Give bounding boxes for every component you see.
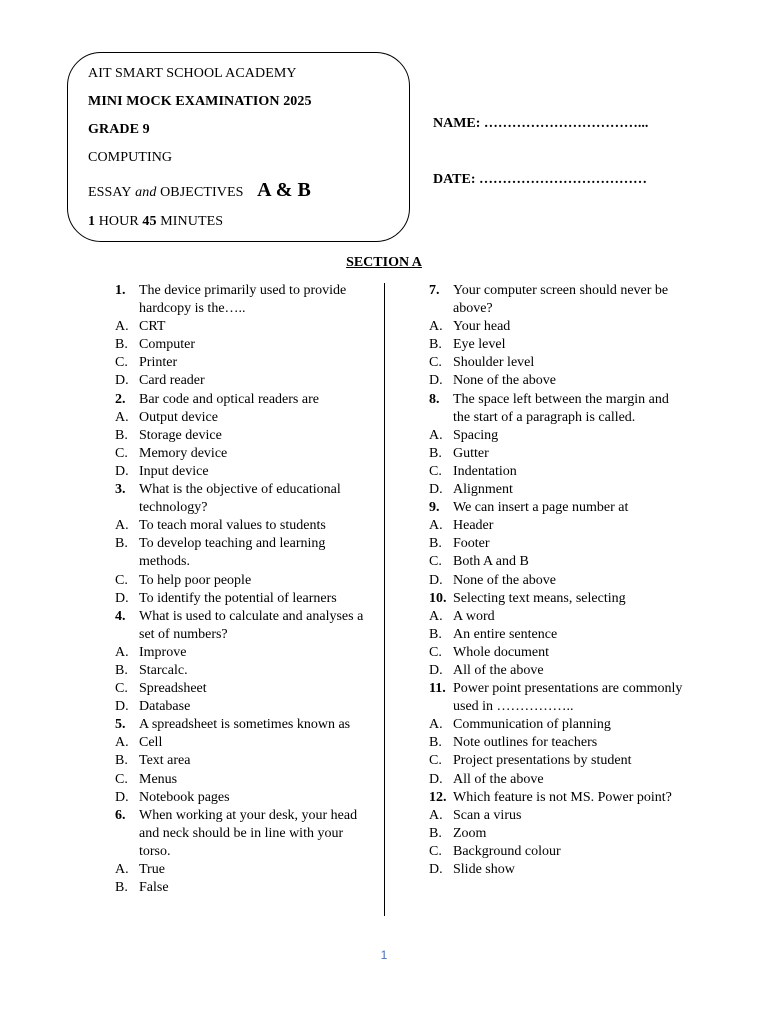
option-letter: A. (429, 608, 443, 624)
option-letter: C. (429, 753, 442, 769)
subject-text: COMPUTING (88, 150, 173, 165)
option-letter: C. (115, 681, 128, 697)
question-text: What is the objective of educational technology? (139, 482, 341, 516)
option-text: To help poor people (139, 572, 252, 588)
option-letter: A. (429, 427, 443, 443)
option-text: Header (453, 518, 494, 534)
subject-label (88, 150, 172, 166)
option-row (115, 789, 370, 807)
question-text: The device primarily used to provide hardcopy is the….. (139, 283, 347, 317)
question-text: Your computer screen should never be above? (453, 283, 669, 317)
section-title: SECTION A (346, 255, 422, 270)
option-row (429, 481, 684, 499)
question-number: 11. (429, 681, 446, 697)
exam-title (88, 94, 312, 110)
option-row (429, 572, 684, 590)
option-row (115, 336, 370, 354)
option-row (429, 861, 684, 879)
option-letter: D. (429, 373, 443, 389)
question-text: The space left between the margin and the start of a paragraph is called. (453, 391, 669, 425)
paper-and: and (135, 185, 157, 200)
option-text: Note outlines for teachers (453, 735, 598, 751)
column-divider (384, 283, 385, 916)
question-text: When working at your desk, your head and neck should be in line with your torso. (139, 807, 358, 859)
option-row (115, 572, 370, 590)
option-letter: B. (429, 445, 442, 461)
question-row (429, 789, 684, 807)
option-text: Database (139, 699, 191, 715)
school-prefix: AIT (88, 66, 115, 81)
date-field[interactable]: DATE: ……………………………… (433, 172, 648, 187)
option-letter: D. (429, 572, 443, 588)
option-letter: B. (429, 735, 442, 751)
option-letter: C. (115, 445, 128, 461)
question-row (429, 282, 684, 318)
option-letter: C. (429, 644, 442, 660)
option-text: Text area (139, 753, 191, 769)
option-letter: C. (115, 355, 128, 371)
option-text: Spacing (453, 427, 499, 443)
option-text: Gutter (453, 445, 489, 461)
option-text: Indentation (453, 463, 517, 479)
name-field[interactable]: NAME: ……………………………... (433, 116, 649, 131)
question-row (115, 716, 370, 734)
question-row (115, 481, 370, 517)
question-text: We can insert a page number at (453, 500, 629, 516)
question-row (429, 590, 684, 608)
grade-label (88, 122, 150, 138)
question-number: 10. (429, 590, 447, 606)
option-letter: C. (115, 572, 128, 588)
option-row (115, 698, 370, 716)
option-letter: B. (115, 536, 128, 552)
option-text: An entire sentence (453, 626, 558, 642)
option-letter: B. (429, 536, 442, 552)
option-text: False (139, 880, 169, 896)
option-row (115, 463, 370, 481)
question-row (429, 499, 684, 517)
paper-sections: A & B (257, 179, 311, 201)
option-letter: B. (115, 427, 128, 443)
option-text: Whole document (453, 644, 550, 660)
option-text: To identify the potential of learners (139, 590, 337, 606)
option-text: Output device (139, 409, 218, 425)
option-text: Printer (139, 355, 178, 371)
option-row (429, 752, 684, 770)
option-text: A word (453, 608, 495, 624)
option-text: To teach moral values to students (139, 518, 326, 534)
paper-objectives: OBJECTIVES (160, 185, 244, 200)
paper-essay: ESSAY (88, 185, 132, 200)
option-row (115, 372, 370, 390)
option-letter: C. (429, 554, 442, 570)
option-text: CRT (139, 319, 166, 335)
option-letter: A. (115, 735, 129, 751)
option-text: Computer (139, 337, 195, 353)
option-text: Notebook pages (139, 789, 230, 805)
option-text: Eye level (453, 337, 506, 353)
option-row (115, 318, 370, 336)
option-letter: A. (115, 409, 129, 425)
option-row (115, 427, 370, 445)
option-row (429, 771, 684, 789)
option-text: Scan a virus (453, 807, 522, 823)
option-row (429, 336, 684, 354)
option-row (429, 843, 684, 861)
question-text: Power point presentations are commonly used in …………….. (453, 681, 683, 715)
option-text: Starcalc. (139, 662, 188, 678)
left-question-column (115, 282, 370, 897)
option-letter: A. (115, 518, 129, 534)
question-number: 7. (429, 283, 440, 298)
option-letter: A. (115, 319, 129, 335)
option-letter: D. (429, 771, 443, 787)
option-letter: A. (429, 807, 443, 823)
option-text: All of the above (453, 771, 544, 787)
option-text: None of the above (453, 572, 557, 588)
option-row (115, 445, 370, 463)
option-text: Shoulder level (453, 355, 535, 371)
option-text: Background colour (453, 843, 561, 859)
question-number: 1. (115, 283, 126, 298)
option-row (429, 372, 684, 390)
option-row (429, 535, 684, 553)
option-letter: D. (115, 590, 129, 606)
option-row (429, 626, 684, 644)
option-row (115, 771, 370, 789)
question-number: 9. (429, 500, 440, 516)
option-text: Card reader (139, 373, 205, 389)
option-row (429, 825, 684, 843)
question-number: 3. (115, 482, 126, 498)
option-row (429, 517, 684, 535)
option-letter: B. (429, 337, 442, 353)
option-text: Both A and B (453, 554, 529, 570)
option-row (429, 553, 684, 571)
option-letter: B. (115, 337, 128, 353)
question-text: What is used to calculate and analyses a set of numbers? (139, 608, 364, 642)
question-number: 12. (429, 789, 447, 805)
option-row (115, 861, 370, 879)
question-text: A spreadsheet is sometimes known as (139, 717, 351, 733)
option-text: Menus (139, 771, 178, 787)
option-text: True (139, 862, 165, 877)
option-text: Project presentations by student (453, 753, 632, 769)
option-row (115, 662, 370, 680)
option-row (115, 590, 370, 608)
option-text: Storage device (139, 427, 222, 443)
question-row (115, 391, 370, 409)
option-row (115, 879, 370, 897)
school-name-text: SMART SCHOOL ACADEMY (114, 66, 297, 81)
option-row (429, 807, 684, 825)
option-letter: D. (429, 482, 443, 498)
question-text: Selecting text means, selecting (453, 590, 626, 606)
question-text: Bar code and optical readers are (139, 391, 319, 407)
option-letter: D. (115, 699, 129, 715)
option-letter: B. (429, 825, 442, 841)
page-number: 1 (380, 948, 388, 962)
question-row (115, 807, 370, 861)
option-row (115, 354, 370, 372)
option-text: Input device (139, 463, 209, 479)
option-row (115, 752, 370, 770)
option-row (115, 535, 370, 571)
option-row (429, 608, 684, 626)
option-letter: A. (429, 717, 443, 733)
grade-text: GRADE 9 (88, 122, 150, 137)
option-letter: C. (429, 463, 442, 479)
option-row (429, 734, 684, 752)
option-letter: B. (429, 626, 442, 642)
option-row (115, 517, 370, 535)
option-row (429, 318, 684, 336)
option-row (429, 716, 684, 734)
option-letter: B. (115, 753, 128, 769)
option-text: All of the above (453, 662, 544, 678)
option-letter: D. (115, 373, 129, 389)
option-letter: A. (115, 644, 129, 660)
option-letter: D. (115, 789, 129, 805)
question-number: 5. (115, 717, 126, 733)
duration-minutes-label: MINUTES (160, 214, 224, 229)
option-row (429, 463, 684, 481)
school-name (88, 66, 297, 82)
duration-minutes-value: 45 (142, 214, 157, 229)
option-text: Slide show (453, 862, 515, 877)
option-letter: A. (429, 319, 443, 335)
option-text: To develop teaching and learning methods. (139, 536, 326, 570)
question-text: Which feature is not MS. Power point? (453, 789, 672, 805)
option-row (115, 409, 370, 427)
option-letter: A. (115, 862, 129, 877)
option-row (115, 644, 370, 662)
option-letter: D. (429, 862, 443, 877)
option-letter: A. (429, 518, 443, 534)
option-letter: D. (429, 662, 443, 678)
option-letter: B. (115, 662, 128, 678)
option-letter: B. (115, 880, 128, 896)
right-question-column (429, 282, 684, 879)
question-number: 2. (115, 391, 126, 407)
question-number: 8. (429, 391, 440, 407)
duration (88, 214, 223, 230)
option-row (429, 427, 684, 445)
option-letter: D. (115, 463, 129, 479)
exam-title-text: MINI MOCK EXAMINATION 2025 (88, 94, 312, 109)
question-row (115, 608, 370, 644)
option-row (115, 680, 370, 698)
paper-type (88, 179, 311, 202)
option-text: Improve (139, 644, 187, 660)
option-text: None of the above (453, 373, 557, 389)
option-text: Spreadsheet (139, 681, 207, 697)
option-text: Footer (453, 536, 490, 552)
option-letter: C. (429, 355, 442, 371)
question-number: 4. (115, 608, 126, 624)
duration-hour-label: HOUR (98, 214, 139, 229)
option-row (115, 734, 370, 752)
question-number: 6. (115, 807, 126, 823)
option-letter: C. (115, 771, 128, 787)
option-text: Memory device (139, 445, 228, 461)
option-letter: C. (429, 843, 442, 859)
option-row (429, 662, 684, 680)
option-text: Communication of planning (453, 717, 611, 733)
option-text: Your head (453, 319, 511, 335)
option-text: Cell (139, 735, 163, 751)
question-row (429, 391, 684, 427)
option-row (429, 644, 684, 662)
duration-hours: 1 (88, 214, 96, 229)
question-row (429, 680, 684, 716)
option-text: Alignment (453, 482, 513, 498)
question-row (115, 282, 370, 318)
option-text: Zoom (453, 825, 487, 841)
option-row (429, 354, 684, 372)
option-row (429, 445, 684, 463)
